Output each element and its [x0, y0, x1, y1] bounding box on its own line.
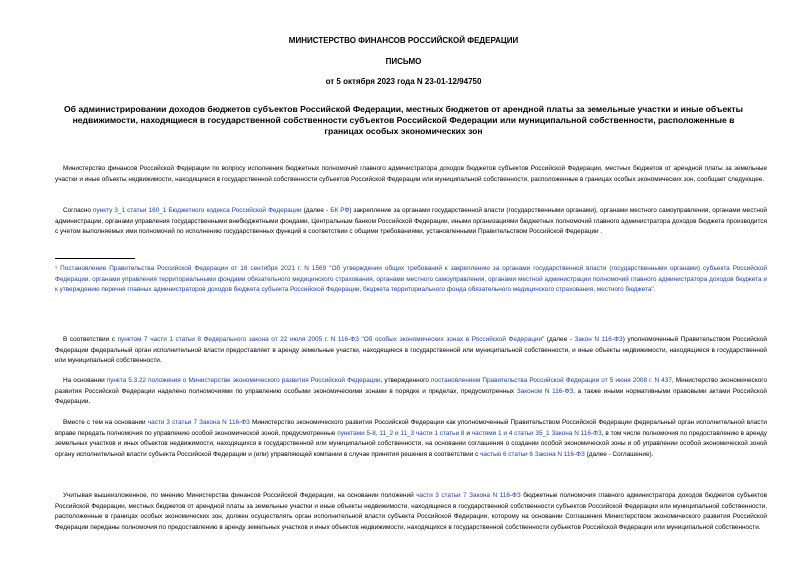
link-law-116-article-8-points[interactable]: пунктами 5-8, 11_2 и 11_3 части 1 статьи 8: [337, 429, 465, 437]
document-date-number: от 5 октября 2023 года N 23-01-12/94750: [325, 77, 482, 86]
p5-text-3: и: [464, 429, 472, 437]
link-law-116-article-7[interactable]: части 3 статьи 7 Закона N 116-ФЗ: [147, 419, 250, 426]
p5-text-5: (далее - Соглашение).: [584, 450, 654, 458]
link-law-116-article-8[interactable]: пунктом 7 части 1 статьи 8 Федерального закона от 22 июля 2005 г. N 116-ФЗ "Об особых экономических зонах в Российской Федерации": [117, 336, 545, 343]
p6-text-1: Учитывая вышеизложенное, по мнению Министерства финансов Российской Федерации, на основании положений: [63, 492, 417, 499]
link-law-116-article-6[interactable]: частью 6 статьи 6 Закона N 116-ФЗ: [480, 450, 585, 458]
paragraph-5: [55, 418, 767, 460]
paragraph-4: [55, 376, 767, 408]
p2-text-3: ) закрепление за органами государственной власти (государственными органами), органами местного самоуправления, органами местной администрации, органами управления государственными внебюджетными фондами, Центральным банком Российской Федерации, иными организациями бюджетных полномочий главного администратора доходов бюджета производится с учетом выполняемых ими полномочий по исполнению государственных функций в соответствии с общими требованиями, установленными Правительством Российской Федерации .: [55, 207, 767, 235]
paragraph-1-text: Министерство финансов Российской Федерации по вопросу исполнения бюджетных полномочий главного администратора доходов бюджетов субъектов Российской Федерации, местных бюджетов от арендной платы за земельные участки и иные объекты недвижимости, находящиеся в государственной собственности субъектов Российской Федерации или муниципальной собственности, расположенные в границах особых экономических зон, сообщает следующее.: [55, 165, 767, 183]
link-bk-rf-article[interactable]: пункту 3_1 статьи 160_1 Бюджетного кодекса Российской Федерации: [93, 207, 302, 214]
link-resolution-437[interactable]: постановлением Правительства Российской Федерации от 5 июня 2008 г. N 437: [431, 377, 672, 384]
footnote-marker: ¹: [55, 265, 58, 272]
document-type: ПИСЬМО: [385, 57, 422, 66]
p3-text-3: ) уполномоченный Правительством Российской Федерации федеральный орган исполнительной власти предоставляет в аренду земельные участки, находящиеся в государственной или муниципальной собственности, и иные объекты недвижимости, находящиеся в государственной или муниципальной собственности.: [55, 336, 767, 364]
p4-text-1: На основании: [63, 377, 107, 384]
link-footnote-resolution[interactable]: Постановление Правительства Российской Федерации от 16 сентября 2021 г. N 1569 "Об утверждении общих требований к закреплению за органами государственной власти (государственными органами) субъекта Российской Федерации, органами управления территориальными фондами обязательного медицинского страхования, органами местного самоуправления, органами местной администрации полномочий главного администратора доходов бюджета и к утверждению перечня главных администраторов доходов бюджета субъекта Российской Федерации, бюджета территориального фонда обязательного медицинского страхования, местного бюджета".: [55, 265, 768, 293]
link-law-116-article-7-p6[interactable]: части 3 статьи 7 Закона N 116-ФЗ: [416, 492, 521, 499]
p3-text-2: (далее -: [544, 336, 575, 343]
paragraph-6: [55, 491, 767, 533]
link-bk-rf[interactable]: БК РФ: [330, 207, 350, 214]
link-law-116-p4[interactable]: Законом N 116-ФЗ: [516, 387, 574, 395]
document-title: Об администрировании доходов бюджетов субъектов Российской Федерации, местных бюджетов от арендной платы за земельные участки и иные объекты недвижимости, находящиеся в государственной собственности субъектов Российской Федерации или муниципальной собственности, расположенные в границах особых экономических зон: [64, 104, 743, 136]
p2-text-1: Согласно: [63, 207, 94, 214]
paragraph-2: [55, 206, 767, 238]
p5-text-1: Вместе с тем на основании: [63, 419, 148, 426]
link-regulation-5-3-22[interactable]: пункта 5.3.22 положения о Министерстве экономического развития Российской Федерации: [106, 377, 381, 384]
p4-text-3: , Министерство экономического развития Российской Федерации наделено полномочиями по управлению особыми экономическими зонами в порядке и пределах, предусмотренных: [55, 377, 768, 395]
p5-text-2: Министерство экономического развития Российской Федерации как уполномоченный Правительством Российской Федерации федеральный орган исполнительной власти вправе передать полномочия по управлению особой экономической зоной, предусмотренные: [55, 419, 767, 437]
p5-text-4: , в том числе полномочия по предоставлению в аренду земельных участков и иных объектов недвижимости, находящихся в государственной или муниципальной собственности, на основании соглашения о создании особой экономической зоны и об управлении особой экономической зоной органу исполнительной власти субъекта Российской Федерации и (или) управляющей компании в случае принятия решения в соответствии с: [55, 429, 767, 458]
p3-text-1: В соответствии с: [63, 336, 118, 343]
footnote-divider: [55, 258, 135, 259]
footnote: [55, 264, 767, 296]
p4-text-4: , а также иными нормативными правовыми актами Российской Федерации.: [55, 387, 767, 405]
paragraph-1: [55, 164, 767, 185]
p4-text-2: , утвержденного: [380, 377, 431, 384]
link-law-116[interactable]: Закон N 116-ФЗ: [574, 336, 623, 343]
link-law-116-article-35-1[interactable]: частями 1 и 4 статьи 35_1 Закона N 116-ФЗ: [471, 429, 602, 437]
p6-text-2: бюджетные полномочия главного администратора доходов бюджетов субъектов Российской Федерации, местных бюджетов от арендной платы за земельные участки и иные объекты недвижимости, находящиеся в государственной собственности субъектов Российской Федерации или муниципальной собственности, расположенные в границах особых экономических зон, должен осуществлять орган исполнительной власти субъекта Российской Федерации, которому на основании Соглашения Министерством экономического развития Российской Федерации переданы полномочия по предоставлению в аренду земельных участков и иных объектов недвижимости, находящихся в государственной собственности субъектов Российской Федерации или муниципальной собственности.: [55, 492, 767, 531]
paragraph-3: [55, 335, 767, 367]
ministry-header: МИНИСТЕРСТВО ФИНАНСОВ РОССИЙСКОЙ ФЕДЕРАЦИИ: [288, 36, 519, 45]
p2-text-2: (далее -: [301, 207, 331, 214]
